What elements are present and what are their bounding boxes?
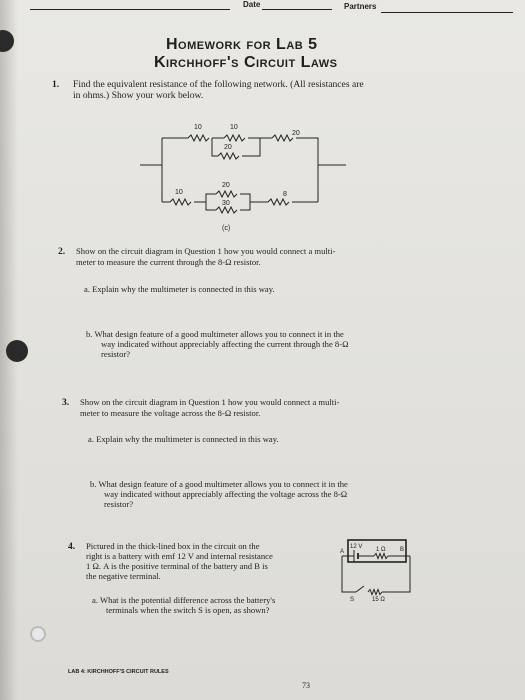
partners-underline [381,12,513,13]
page-title-line1: Homework for Lab 5 [166,36,318,53]
terminal-a-label: A [340,549,345,555]
resistor-top-mid [224,135,245,141]
label-r-bottom-upper: 20 [222,182,230,189]
q1-text-line2: in ohms.) Show your work below. [73,90,204,101]
resistor-bottom-upper [216,191,237,197]
q3-text-line2: meter to measure the voltage across the 8-Ω resistor. [80,408,261,418]
label-r-bottom-right: 8 [283,191,287,198]
resistor-bottom-left [170,199,191,205]
figure-caption: (c) [222,225,231,232]
date-label: Date [243,0,261,9]
page-title-line2: Kirchhoff's Circuit Laws [154,54,338,71]
partners-label: Partners [344,2,377,11]
resistor-top-left [188,135,209,141]
q4-text-line2: right is a battery with emf 12 V and internal resistance [86,551,273,561]
resistor-top-right [272,135,293,141]
q1-text-line1: Find the equivalent resistance of the following network. (All resistances are [73,79,364,90]
q3b-text-line1: b. What design feature of a good multimeter allows you to connect it in the [90,479,348,489]
q2b-text-line2: way indicated without appreciably affecting the current through the 8-Ω [101,339,349,349]
q4-number: 4. [68,541,76,552]
switch-label: S [350,597,355,603]
internal-resistance-label: 1 Ω [376,547,386,553]
switch [356,586,364,592]
q2-text-line2: meter to measure the current through the 8-Ω resistor. [76,257,261,267]
q2-text-line1: Show on the circuit diagram in Question 1 how you would connect a multi- [76,246,336,256]
label-r-top-left: 10 [194,124,202,131]
resistor-bottom-lower [216,207,237,213]
q4a-text-line2: terminals when the switch S is open, as shown? [106,605,270,615]
q2-number: 2. [58,246,66,257]
load-resistance-label: 15 Ω [372,597,385,603]
q3b-text-line3: resistor? [104,499,134,509]
label-r-bottom-lower: 30 [222,200,230,207]
q3-text-line1: Show on the circuit diagram in Question 1 how you would connect a multi- [80,397,340,407]
name-underline [30,9,230,10]
q2a-text: a. Explain why the multimeter is connected in this way. [84,284,275,294]
q4a-text-line1: a. What is the potential difference across the battery's [92,595,276,605]
resistor-network-diagram [140,118,360,258]
q4-text-line4: the negative terminal. [86,571,161,581]
internal-resistor [374,554,388,559]
q1-number: 1. [52,79,60,90]
resistor-bottom-right [268,199,289,205]
resistor-top-parallel [218,153,239,159]
terminal-b-label: B [400,547,405,553]
q4-text-line3: 1 Ω. A is the positive terminal of the battery and B is [86,561,268,571]
running-head: LAB 4: KIRCHHOFF'S CIRCUIT RULES [68,669,169,675]
q3a-text: a. Explain why the multimeter is connected in this way. [88,434,279,444]
battery-circuit-diagram [334,536,414,606]
label-r-top-mid: 10 [230,124,238,131]
label-r-top-right: 20 [292,130,300,137]
page-number: 73 [302,681,310,690]
q4-text-line1: Pictured in the thick-lined box in the circuit on the [86,541,260,551]
date-underline [262,9,332,10]
q2b-text-line1: b. What design feature of a good multimeter allows you to connect it in the [86,329,344,339]
emf-label: 12 V [350,544,363,550]
label-r-top-parallel: 20 [224,144,232,151]
q3b-text-line2: way indicated without appreciably affecting the voltage across the 8-Ω [104,489,348,499]
binder-hole-middle [6,340,28,362]
label-r-bottom-left: 10 [175,189,183,196]
q2b-text-line3: resistor? [101,349,131,359]
q3-number: 3. [62,397,70,408]
binder-hole-bottom [30,626,46,642]
load-resistor [368,590,382,595]
